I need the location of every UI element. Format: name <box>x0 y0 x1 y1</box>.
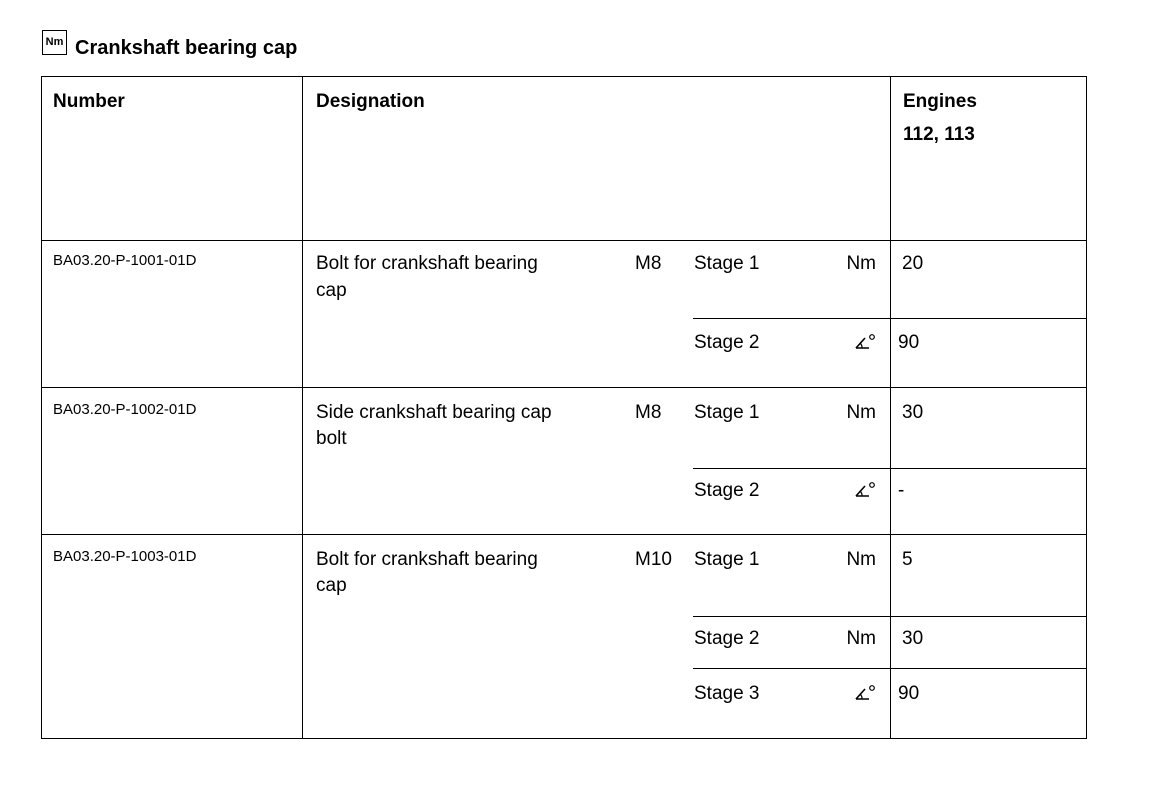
row-number: BA03.20-P-1003-01D <box>53 548 197 565</box>
stage-label: Stage 1 <box>694 549 760 570</box>
stage-value: 20 <box>902 253 924 274</box>
stage-label: Stage 1 <box>694 253 760 274</box>
stage-divider-r2 <box>693 468 1087 469</box>
row-thread: M8 <box>635 402 662 423</box>
stage-label: Stage 2 <box>694 480 760 501</box>
stage-value: 5 <box>902 549 913 570</box>
angle-degree-icon <box>854 333 876 357</box>
header-engines: Engines <box>903 91 977 112</box>
header-number: Number <box>53 91 125 112</box>
row-thread: M10 <box>635 549 672 570</box>
stage-label: Stage 3 <box>694 683 760 704</box>
stage-value: 30 <box>902 402 924 423</box>
stage-label: Stage 2 <box>694 332 760 353</box>
stage-divider-r3b <box>693 668 1087 669</box>
stage-value: 30 <box>902 628 924 649</box>
stage-label: Stage 2 <box>694 628 760 649</box>
nm-icon: Nm <box>42 30 67 55</box>
row-designation: Side crankshaft bearing cap <box>316 402 552 423</box>
row-designation: Bolt for crankshaft bearing <box>316 253 538 274</box>
torque-table <box>41 76 1087 739</box>
header-divider <box>41 240 1087 241</box>
row-designation: Bolt for crankshaft bearing <box>316 549 538 570</box>
angle-degree-icon <box>854 684 876 708</box>
stage-divider-r3a <box>693 616 1087 617</box>
stage-unit: Nm <box>846 402 876 423</box>
row-divider-2 <box>41 534 1087 535</box>
stage-value: - <box>898 480 905 501</box>
angle-degree-icon <box>854 481 876 505</box>
header-designation: Designation <box>316 91 425 112</box>
stage-value: 90 <box>898 332 920 353</box>
row-thread: M8 <box>635 253 662 274</box>
table-border <box>41 76 1087 739</box>
stage-unit: Nm <box>846 628 876 649</box>
stage-unit: Nm <box>846 549 876 570</box>
row-number: BA03.20-P-1002-01D <box>53 401 197 418</box>
col-divider-number <box>302 76 303 739</box>
row-divider-1 <box>41 387 1087 388</box>
stage-unit: Nm <box>846 253 876 274</box>
header-engines-models: 112, 113 <box>903 124 975 145</box>
col-divider-engines <box>890 76 891 739</box>
stage-label: Stage 1 <box>694 402 760 423</box>
stage-value: 90 <box>898 683 920 704</box>
row-designation-cont: cap <box>316 575 347 596</box>
stage-divider-r1 <box>693 318 1087 319</box>
row-designation-cont: cap <box>316 280 347 301</box>
row-number: BA03.20-P-1001-01D <box>53 252 197 269</box>
row-designation-cont: bolt <box>316 428 347 449</box>
page-title: Crankshaft bearing cap <box>75 37 298 59</box>
